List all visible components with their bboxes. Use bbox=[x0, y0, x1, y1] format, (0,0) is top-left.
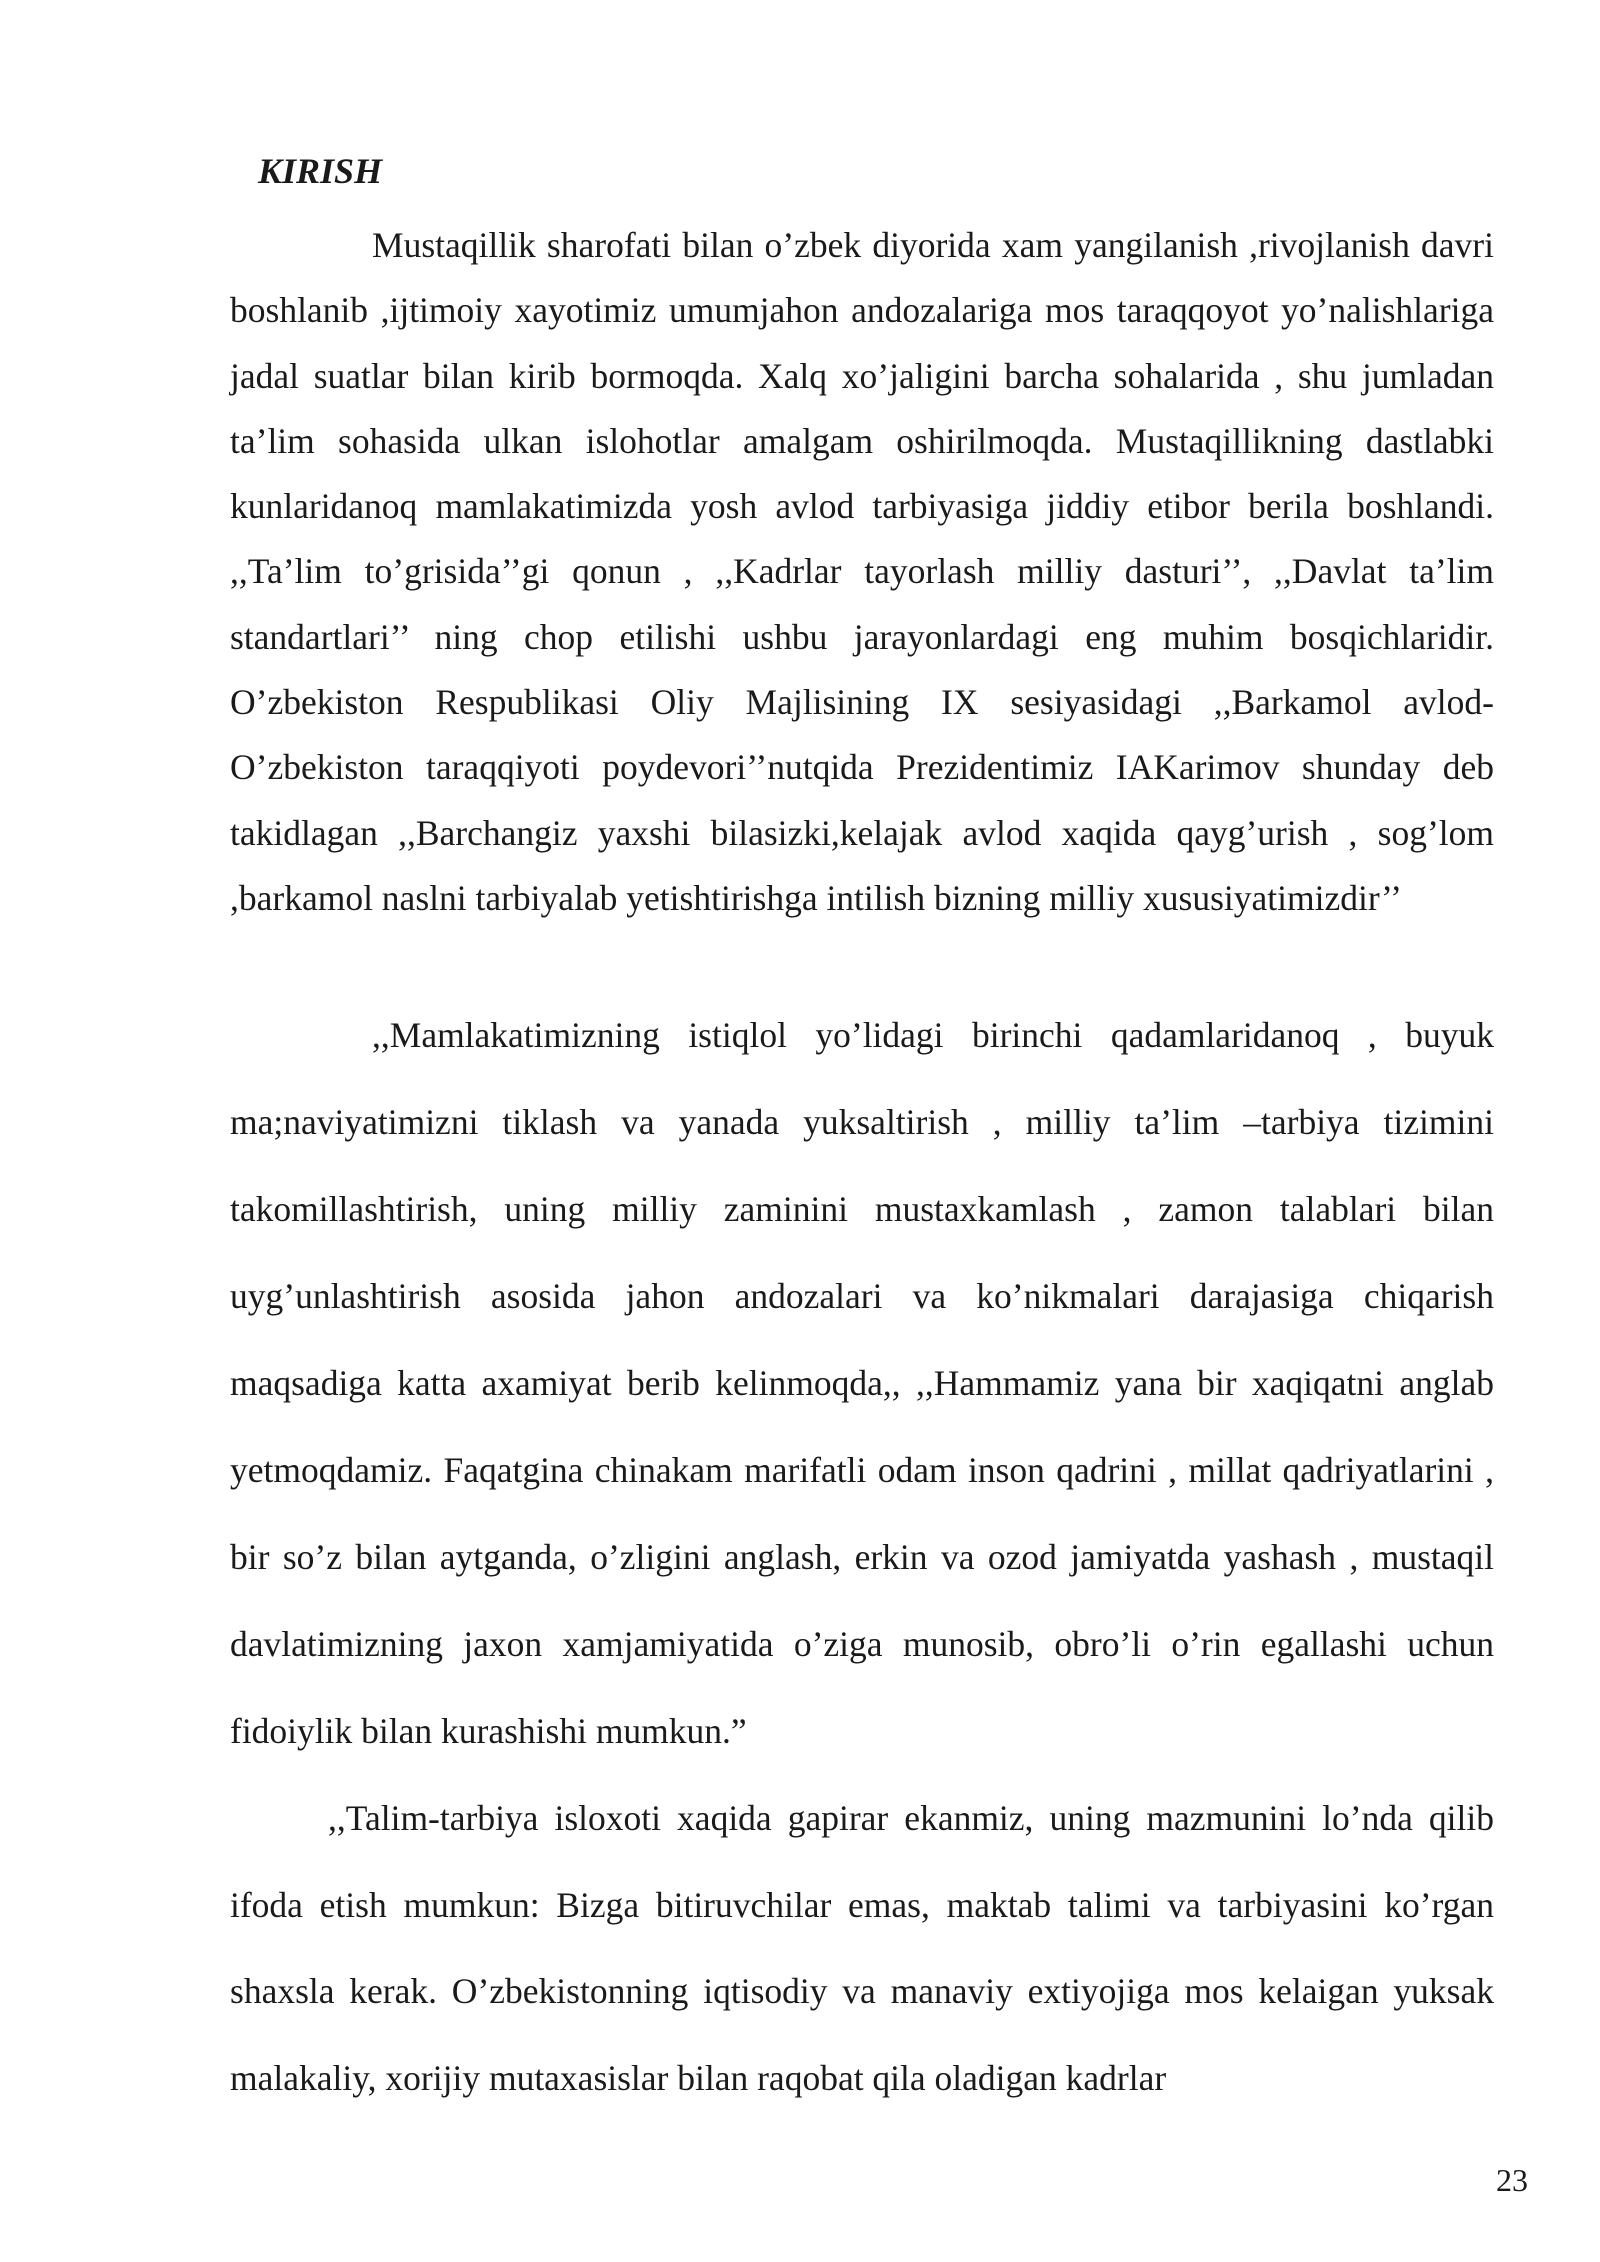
section-heading: KIRISH bbox=[258, 151, 383, 191]
paragraph-3: ,,Talim-tarbiya isloxoti xaqida gapirar ekanmiz, uning mazmunini lo’nda qilib ifoda etish mumkun: Bizga bitiruvchilar emas, maktab talimi va tarbiyasini ko’rgan shaxsla kerak. O’zbekistonning iqtisodiy va manaviy extiyojiga mos kelaigan yuksak malakaliy, xorijiy mutaxasislar bilan raqobat qila oladigan kadrlar bbox=[230, 1798, 1494, 2098]
paragraph-1: Mustaqillik sharofati bilan o’zbek diyorida xam yangilanish ,rivojlanish davri boshlanib ,ijtimoiy xayotimiz umumjahon andozalariga mos taraqqoyot yo’nalishlariga jadal suatlar bilan kirib bormoqda. Xalq xo’jaligini barcha sohalarida , shu jumladan ta’lim sohasida ulkan islohotlar amalgam oshirilmoqda. Mustaqillikning dastlabki kunlaridanoq mamlakatimizda yosh avlod tarbiyasiga jiddiy etibor berila boshlandi. ,,Ta’lim to’grisida’’gi qonun , ,,Kadrlar tayorlash milliy dasturi’’, ,,Davlat ta’lim standartlari’’ ning chop etilishi ushbu jarayonlardagi eng muhim bosqichlaridir. O’zbekiston Respublikasi Oliy Majlisining IX sesiyasidagi ,,Barkamol avlod- O’zbekiston taraqqiyoti poydevori’’nutqida Prezidentimiz IAKarimov shunday deb takidlagan ,,Barchangiz yaxshi bilasizki,kelajak avlod xaqida qayg’urish , sog’lom ,barkamol naslni tarbiyalab yetishtirishga intilish bizning milliy xususiyatimizdir’’ bbox=[230, 225, 1494, 918]
page-number: 23 bbox=[1496, 2162, 1528, 2198]
paragraph-2: ,,Mamlakatimizning istiqlol yo’lidagi birinchi qadamlaridanoq , buyuk ma;naviyatimizni tiklash va yanada yuksaltirish , milliy ta’lim –tarbiya tizimini takomillashtirish, uning milliy zaminini mustaxkamlash , zamon talablari bilan uyg’unlashtirish asosida jahon andozalari va ko’nikmalari darajasiga chiqarish maqsadiga katta axamiyat berib kelinmoqda,, ,,Hammamiz yana bir xaqiqatni anglab yetmoqdamiz. Faqatgina chinakam marifatli odam inson qadrini , millat qadriyatlarini , bir so’z bilan aytganda, o’zligini anglash, erkin va ozod jamiyatda yashash , mustaqil davlatimizning jaxon xamjamiyatida o’ziga munosib, obro’li o’rin egallashi uchun fidoiylik bilan kurashishi mumkun.” bbox=[230, 1015, 1494, 1751]
